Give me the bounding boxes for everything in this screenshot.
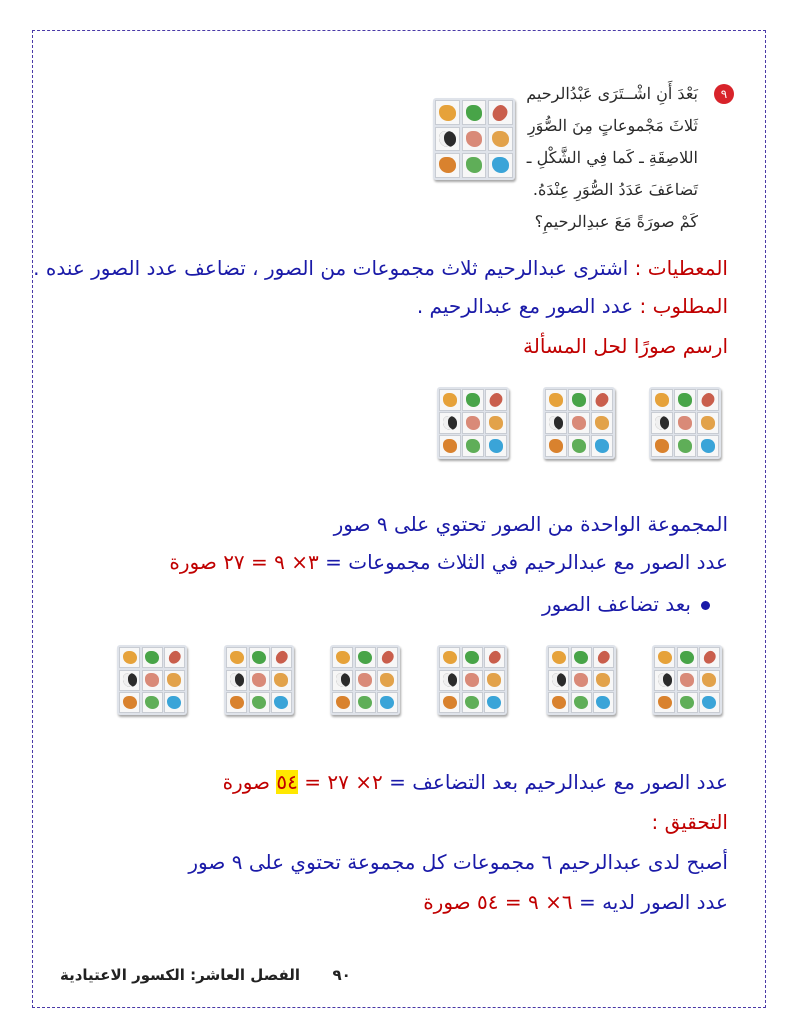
leaf-sticker-icon — [465, 696, 479, 709]
panda-sticker-icon — [336, 673, 350, 686]
butterfly-sticker-icon — [380, 696, 394, 709]
sticker-cell — [119, 670, 140, 691]
panda-sticker-icon — [658, 673, 672, 686]
sticker-set — [224, 645, 294, 715]
sticker-cell — [377, 670, 398, 691]
butterfly-sticker-icon — [701, 439, 715, 453]
sticker-set — [546, 645, 616, 715]
after-doubling-text: عدد الصور مع عبدالرحيم بعد التضاعف = — [389, 770, 728, 794]
leaf-sticker-icon — [678, 439, 692, 453]
lion-sticker-icon — [439, 105, 456, 121]
panda-sticker-icon — [230, 673, 244, 686]
sticker-cell — [545, 389, 567, 411]
leaf-sticker-icon — [358, 696, 372, 709]
sticker-cell — [548, 692, 569, 713]
sticker-cell — [593, 692, 614, 713]
starfish-sticker-icon — [273, 649, 290, 666]
butterfly-sticker-icon — [489, 439, 503, 453]
sticker-cell — [571, 647, 592, 668]
sticker-cell — [651, 435, 673, 457]
sticker-cell — [271, 670, 292, 691]
bird-sticker-icon — [466, 131, 483, 147]
tiger-sticker-icon — [443, 696, 457, 709]
sticker-cell — [677, 670, 698, 691]
sticker-cell — [119, 692, 140, 713]
bird-sticker-icon — [574, 673, 588, 686]
lizard-sticker-icon — [145, 651, 159, 664]
sticker-cell — [699, 670, 720, 691]
sticker-cell — [677, 647, 698, 668]
lizard-sticker-icon — [466, 105, 483, 121]
butterfly-sticker-icon — [487, 696, 501, 709]
check-label: التحقيق : — [651, 810, 728, 834]
bird-sticker-icon — [465, 673, 479, 686]
starfish-sticker-icon — [487, 391, 505, 409]
required-line — [417, 294, 728, 318]
sticker-cell — [674, 412, 696, 434]
sticker-cell — [462, 153, 487, 178]
starfish-sticker-icon — [593, 391, 611, 409]
sticker-cell — [355, 647, 376, 668]
sticker-cell — [226, 692, 247, 713]
after-doubling-line — [223, 770, 728, 794]
sticker-cell — [591, 389, 613, 411]
sticker-cell — [462, 412, 484, 434]
three-sets-text: عدد الصور مع عبدالرحيم في الثلاث مجموعات = — [325, 550, 728, 574]
sticker-cell — [485, 389, 507, 411]
starfish-sticker-icon — [490, 102, 511, 123]
sticker-cell — [439, 435, 461, 457]
sticker-cell — [484, 692, 505, 713]
panda-sticker-icon — [549, 416, 563, 430]
check-text: عدد الصور لديه = — [578, 890, 728, 914]
lion-sticker-icon — [549, 393, 563, 407]
sticker-cell — [332, 692, 353, 713]
sticker-cell — [488, 153, 513, 178]
sticker-set — [652, 645, 722, 715]
after-doubling-heading — [542, 592, 710, 616]
sticker-cell — [591, 412, 613, 434]
three-sets-equation: ٣× ٩ = ٢٧ صورة — [169, 550, 319, 574]
butterfly-sticker-icon — [596, 696, 610, 709]
lizard-sticker-icon — [678, 393, 692, 407]
sticker-cell — [568, 435, 590, 457]
page-number: ٩٠ — [332, 966, 351, 984]
sticker-set — [543, 387, 615, 459]
lion-sticker-icon — [230, 651, 244, 664]
giraffe-sticker-icon — [380, 673, 394, 686]
lion-sticker-icon — [552, 651, 566, 664]
sticker-cell — [439, 670, 460, 691]
sticker-cell — [142, 647, 163, 668]
sticker-cell — [355, 670, 376, 691]
lizard-sticker-icon — [466, 393, 480, 407]
sticker-cell — [488, 127, 513, 152]
panda-sticker-icon — [443, 673, 457, 686]
sticker-cell — [548, 647, 569, 668]
sticker-cell — [677, 692, 698, 713]
problem-line: كَمْ صورَةً مَعَ عبدِالرحيمِ؟ — [534, 212, 698, 231]
starfish-sticker-icon — [166, 649, 183, 666]
sticker-cell — [488, 100, 513, 125]
bird-sticker-icon — [680, 673, 694, 686]
sticker-cell — [674, 389, 696, 411]
sticker-cell — [485, 412, 507, 434]
lizard-sticker-icon — [465, 651, 479, 664]
after-doubling-unit: صورة — [222, 770, 271, 794]
sticker-cell — [462, 389, 484, 411]
panda-sticker-icon — [552, 673, 566, 686]
sticker-cell — [548, 670, 569, 691]
chapter-title: الكسور الاعتيادية — [60, 966, 185, 984]
sticker-cell — [271, 647, 292, 668]
sticker-cell — [332, 647, 353, 668]
required-label: المطلوب : — [639, 294, 728, 318]
lion-sticker-icon — [123, 651, 137, 664]
giraffe-sticker-icon — [702, 673, 716, 686]
sticker-set — [437, 387, 509, 459]
sticker-cell — [142, 670, 163, 691]
sticker-cell — [593, 647, 614, 668]
lizard-sticker-icon — [252, 651, 266, 664]
panda-sticker-icon — [443, 416, 457, 430]
sticker-cell — [462, 127, 487, 152]
sticker-cell — [697, 435, 719, 457]
bird-sticker-icon — [252, 673, 266, 686]
sticker-cell — [462, 100, 487, 125]
lizard-sticker-icon — [572, 393, 586, 407]
butterfly-sticker-icon — [595, 439, 609, 453]
tiger-sticker-icon — [123, 696, 137, 709]
bird-sticker-icon — [678, 416, 692, 430]
sticker-cell — [674, 435, 696, 457]
giraffe-sticker-icon — [595, 416, 609, 430]
butterfly-sticker-icon — [167, 696, 181, 709]
tiger-sticker-icon — [655, 439, 669, 453]
lizard-sticker-icon — [574, 651, 588, 664]
sticker-cell — [439, 412, 461, 434]
sticker-cell — [435, 100, 460, 125]
leaf-sticker-icon — [466, 157, 483, 173]
tiger-sticker-icon — [443, 439, 457, 453]
leaf-sticker-icon — [680, 696, 694, 709]
check-line — [423, 890, 728, 914]
sticker-cell — [332, 670, 353, 691]
sticker-cell — [164, 692, 185, 713]
leaf-sticker-icon — [145, 696, 159, 709]
sticker-set-illustration — [433, 98, 515, 180]
sticker-cell — [249, 692, 270, 713]
sticker-cell — [164, 670, 185, 691]
giraffe-sticker-icon — [489, 416, 503, 430]
tiger-sticker-icon — [336, 696, 350, 709]
tiger-sticker-icon — [439, 157, 456, 173]
sticker-cell — [355, 692, 376, 713]
sticker-cell — [377, 647, 398, 668]
lizard-sticker-icon — [358, 651, 372, 664]
sticker-cell — [697, 389, 719, 411]
giraffe-sticker-icon — [487, 673, 501, 686]
sticker-cell — [485, 435, 507, 457]
sticker-set — [649, 387, 721, 459]
starfish-sticker-icon — [595, 649, 612, 666]
sticker-cell — [699, 692, 720, 713]
leaf-sticker-icon — [466, 439, 480, 453]
starfish-sticker-icon — [701, 649, 718, 666]
check-equation: ٦× ٩ = ٥٤ صورة — [423, 890, 573, 914]
sticker-cell — [462, 647, 483, 668]
leaf-sticker-icon — [572, 439, 586, 453]
sticker-cell — [545, 435, 567, 457]
panda-sticker-icon — [655, 416, 669, 430]
check-statement: أصبح لدى عبدالرحيم ٦ مجموعات كل مجموعة تحتوي على ٩ صور — [188, 850, 728, 874]
sticker-cell — [699, 647, 720, 668]
one-set-line: المجموعة الواحدة من الصور تحتوي على ٩ صور — [333, 512, 728, 536]
starfish-sticker-icon — [699, 391, 717, 409]
sticker-cell — [439, 647, 460, 668]
sticker-set — [330, 645, 400, 715]
tiger-sticker-icon — [552, 696, 566, 709]
sticker-cell — [484, 670, 505, 691]
highlighted-result: ٥٤ — [276, 770, 298, 794]
sticker-cell — [249, 647, 270, 668]
givens-text: اشترى عبدالرحيم ثلاث مجموعات من الصور ، تضاعف عدد الصور عنده . — [33, 256, 629, 280]
required-text: عدد الصور مع عبدالرحيم . — [416, 294, 634, 318]
lion-sticker-icon — [658, 651, 672, 664]
sticker-cell — [651, 389, 673, 411]
leaf-sticker-icon — [252, 696, 266, 709]
tiger-sticker-icon — [658, 696, 672, 709]
giraffe-sticker-icon — [492, 131, 509, 147]
sticker-cell — [654, 647, 675, 668]
bird-sticker-icon — [572, 416, 586, 430]
page-footer — [60, 966, 351, 984]
sticker-cell — [593, 670, 614, 691]
sticker-cell — [571, 692, 592, 713]
problem-line: ثَلاثَ مَجْموعاتٍ مِنَ الصُّوَرِ — [527, 116, 698, 135]
sticker-cell — [484, 647, 505, 668]
sticker-cell — [164, 647, 185, 668]
strategy-line: ارسم صورًا لحل المسألة — [523, 334, 728, 358]
sticker-set — [437, 645, 507, 715]
starfish-sticker-icon — [379, 649, 396, 666]
sticker-cell — [654, 670, 675, 691]
tiger-sticker-icon — [549, 439, 563, 453]
lion-sticker-icon — [443, 651, 457, 664]
butterfly-sticker-icon — [274, 696, 288, 709]
sticker-cell — [545, 412, 567, 434]
sticker-cell — [654, 692, 675, 713]
sticker-cell — [568, 389, 590, 411]
butterfly-sticker-icon — [492, 157, 509, 173]
bird-sticker-icon — [358, 673, 372, 686]
giraffe-sticker-icon — [167, 673, 181, 686]
tiger-sticker-icon — [230, 696, 244, 709]
giraffe-sticker-icon — [274, 673, 288, 686]
sticker-cell — [435, 153, 460, 178]
sticker-cell — [462, 692, 483, 713]
sticker-cell — [119, 647, 140, 668]
sticker-cell — [697, 412, 719, 434]
sticker-cell — [226, 647, 247, 668]
lion-sticker-icon — [336, 651, 350, 664]
sticker-cell — [462, 435, 484, 457]
giraffe-sticker-icon — [701, 416, 715, 430]
after-doubling-label: بعد تضاعف الصور — [541, 592, 691, 616]
sticker-cell — [226, 670, 247, 691]
giraffe-sticker-icon — [596, 673, 610, 686]
panda-sticker-icon — [123, 673, 137, 686]
lizard-sticker-icon — [680, 651, 694, 664]
lion-sticker-icon — [655, 393, 669, 407]
sticker-cell — [142, 692, 163, 713]
problem-line: تَضاعَفَ عَدَدُ الصُّوَرِ عِنْدَهُ. — [532, 180, 698, 199]
starfish-sticker-icon — [486, 649, 503, 666]
sticker-cell — [377, 692, 398, 713]
three-sets-line — [169, 550, 728, 574]
lion-sticker-icon — [443, 393, 457, 407]
sticker-cell — [435, 127, 460, 152]
problem-line: اللاصِقَةِ ـ كَما فِي الشَّكْلِ ـ — [526, 148, 698, 167]
sticker-cell — [439, 389, 461, 411]
bird-sticker-icon — [466, 416, 480, 430]
bird-sticker-icon — [145, 673, 159, 686]
problem-number-badge: ٩ — [714, 84, 734, 104]
sticker-cell — [249, 670, 270, 691]
sticker-cell — [651, 412, 673, 434]
givens-label: المعطيات : — [634, 256, 728, 280]
sticker-cell — [462, 670, 483, 691]
panda-sticker-icon — [439, 131, 456, 147]
bullet-icon — [701, 601, 710, 610]
sticker-cell — [571, 670, 592, 691]
givens-line — [33, 256, 728, 280]
problem-line: بَعْدَ أَنِ اشْــتَرَى عَبْدُالرحيم — [526, 84, 698, 103]
sticker-cell — [271, 692, 292, 713]
butterfly-sticker-icon — [702, 696, 716, 709]
sticker-set — [117, 645, 187, 715]
chapter-label: الفصل العاشر: — [190, 966, 301, 984]
after-doubling-equation: ٢× ٢٧ = — [304, 770, 383, 794]
sticker-cell — [591, 435, 613, 457]
leaf-sticker-icon — [574, 696, 588, 709]
sticker-cell — [568, 412, 590, 434]
sticker-cell — [439, 692, 460, 713]
